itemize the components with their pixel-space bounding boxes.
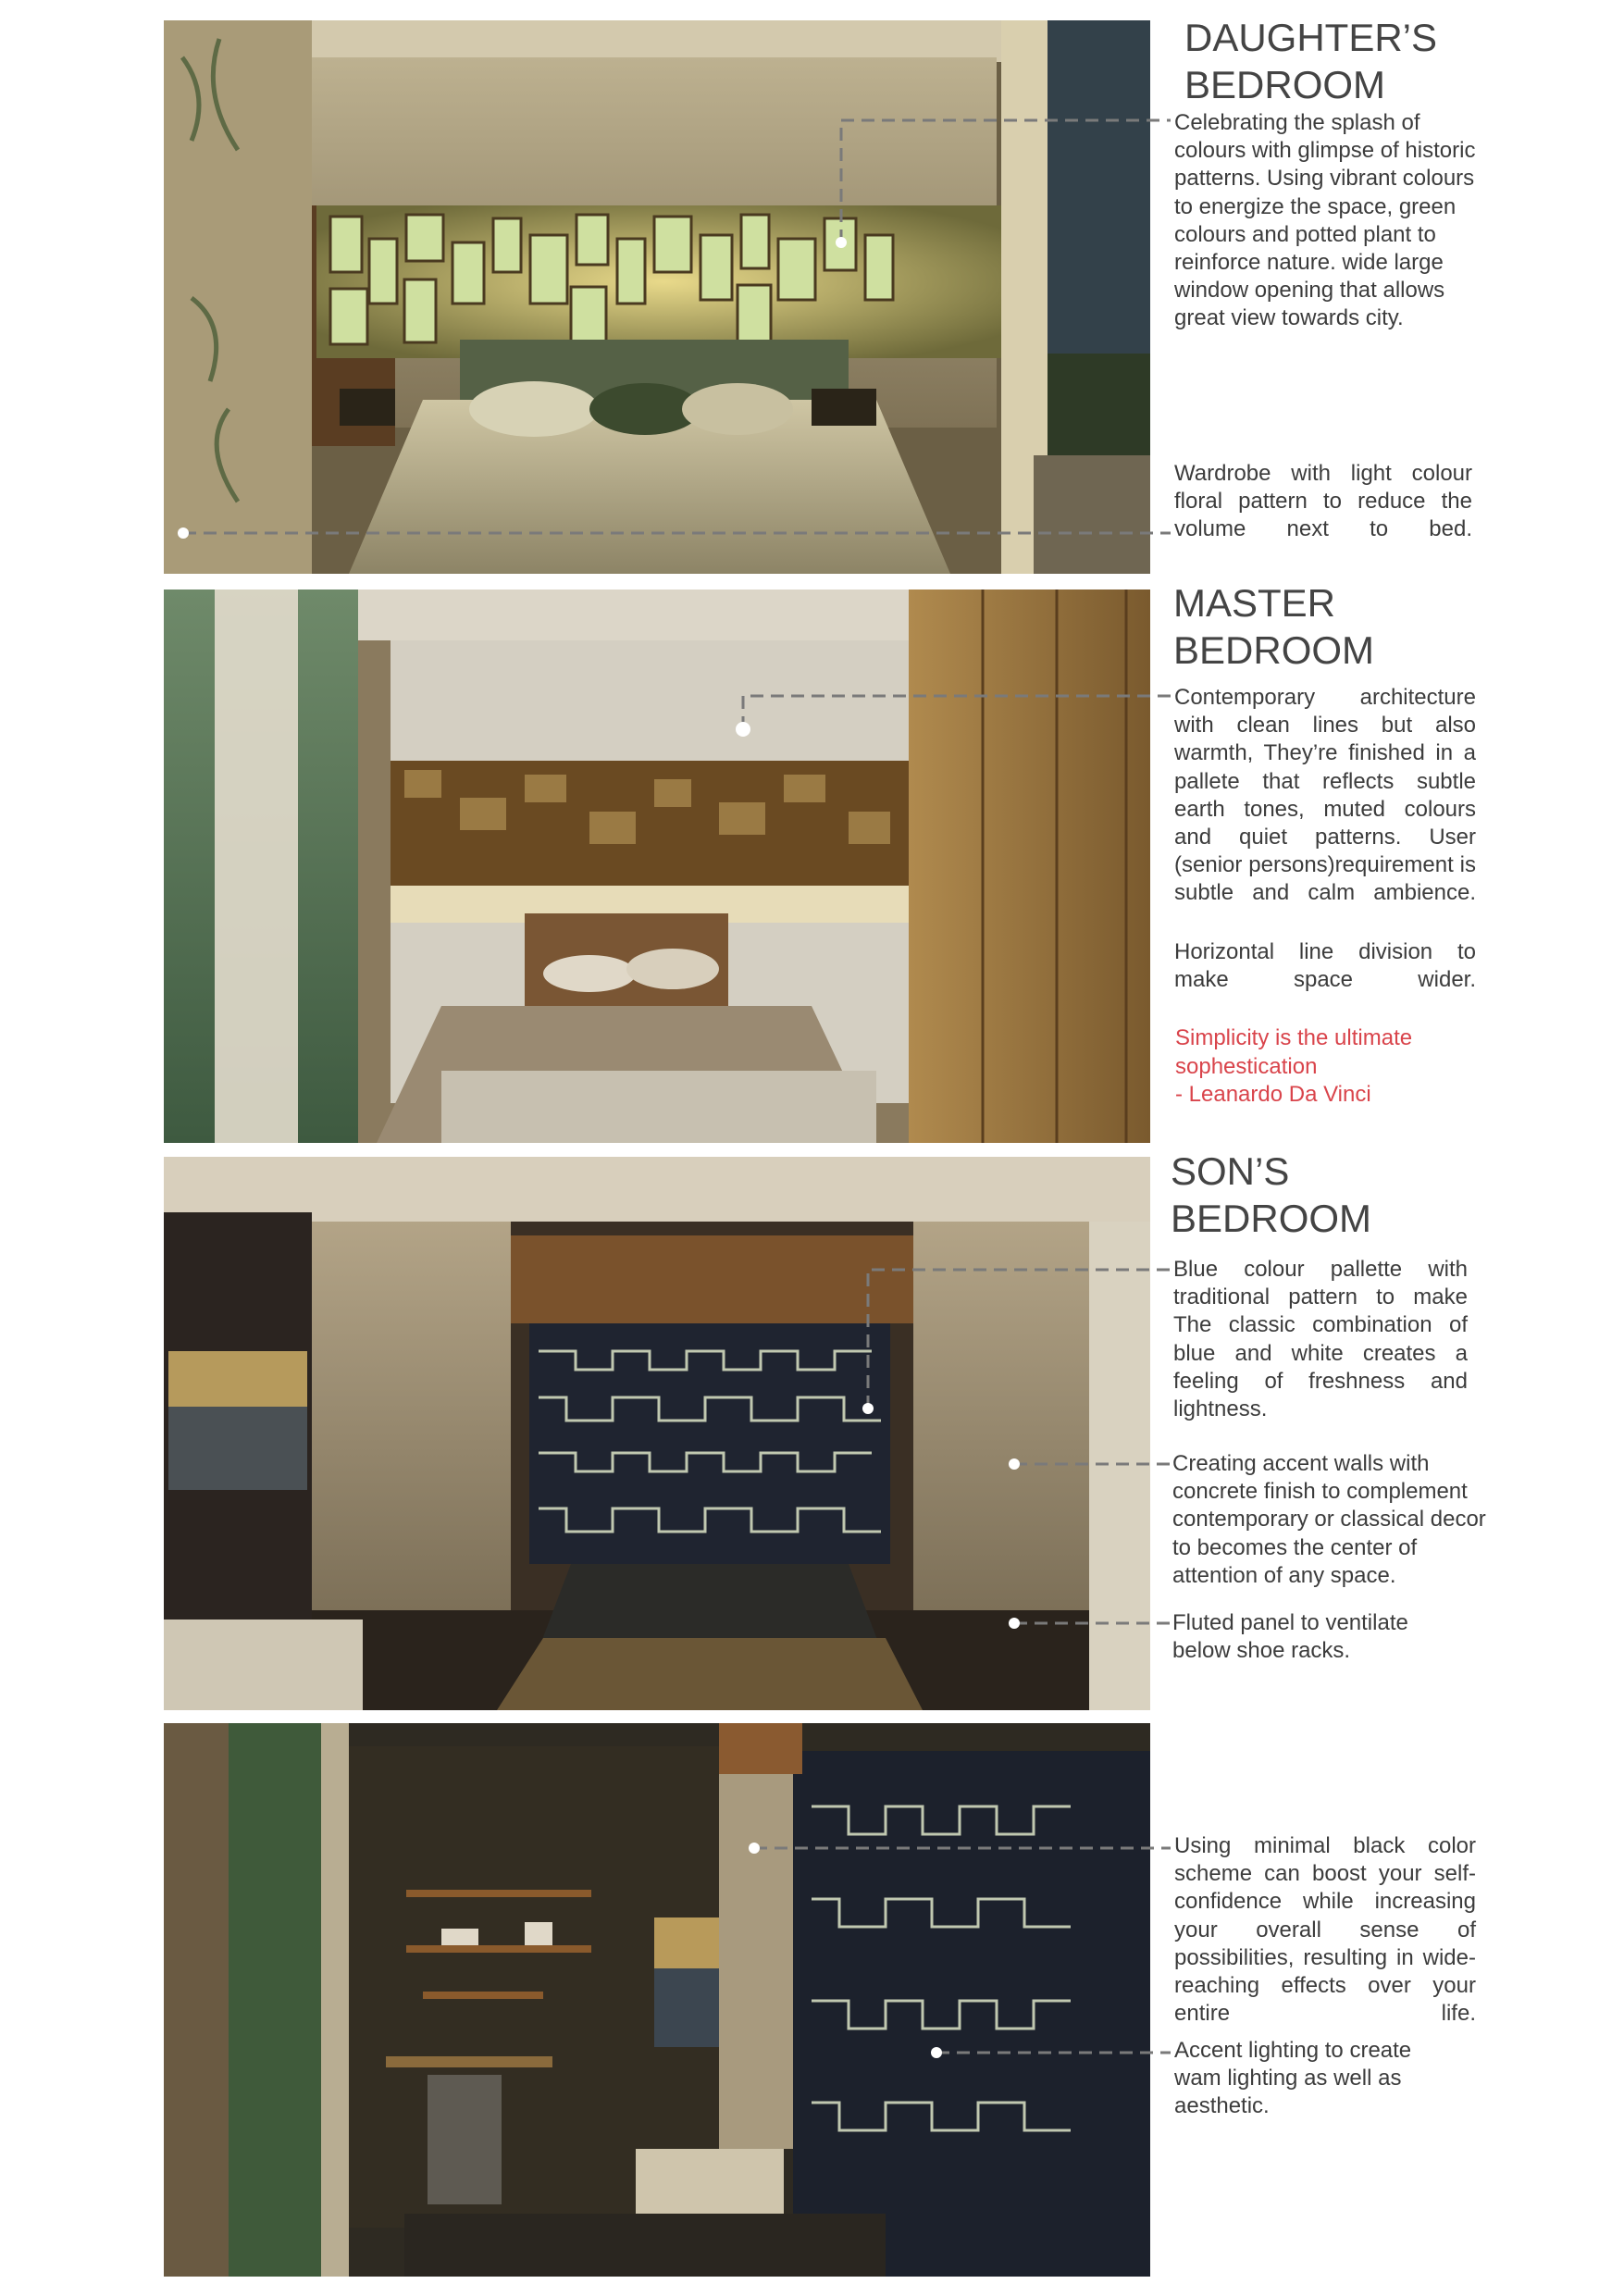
sons-bedroom-title: SON’S BEDROOM <box>1171 1149 1372 1240</box>
sons-bedroom-note-3: Fluted panel to ventilate below shoe racks. <box>1172 1610 1408 1664</box>
sons-bedroom-render <box>164 1157 1150 1710</box>
master-bedroom-title: MASTER BEDROOM <box>1173 581 1375 672</box>
daughters-bedroom-note-1: Celebrating the splash of colours with glimpse of historic patterns. Using vibrant colours to energize the space, green colours and potted plant to reinforce nature. wide large window opening that allows great view towards city. <box>1174 110 1476 331</box>
daughters-bedroom-note-2: Wardrobe with light colour floral pattern to reduce the volume next to bed. <box>1174 461 1472 542</box>
sons-study-render <box>164 1723 1150 2277</box>
master-bedroom-note-1: Contemporary architecture with clean lines but also warmth, They’re finished in a pallete that reflects subtle earth tones, muted colours and quiet patterns. User (senior persons)requirement is subtle and calm ambience. <box>1174 685 1476 906</box>
study-note-2: Accent lighting to create wam lighting as well as aesthetic. <box>1174 2038 1412 2119</box>
sons-bedroom-note-1: Blue colour pallette with traditional pattern to make The classic combination of blue and white creates a feeling of freshness and lightness. <box>1173 1257 1468 1422</box>
da-vinci-quote: Simplicity is the ultimate sophestication - Leanardo Da Vinci <box>1175 1025 1413 1107</box>
study-note-1: Using minimal black color scheme can boost your self-confidence while increasing your overall sense of possibilities, resulting in wide-reaching effects over your entire life. <box>1174 1833 1476 2027</box>
daughters-bedroom-title: DAUGHTER’S BEDROOM <box>1184 16 1438 106</box>
daughters-bedroom-render <box>164 20 1150 574</box>
master-bedroom-note-2: Horizontal line division to make space wider. <box>1174 939 1476 993</box>
master-bedroom-render <box>164 590 1150 1143</box>
sons-bedroom-note-2: Creating accent walls with concrete finish to complement contemporary or classical decor to becomes the center of attention of any space. <box>1172 1451 1486 1588</box>
